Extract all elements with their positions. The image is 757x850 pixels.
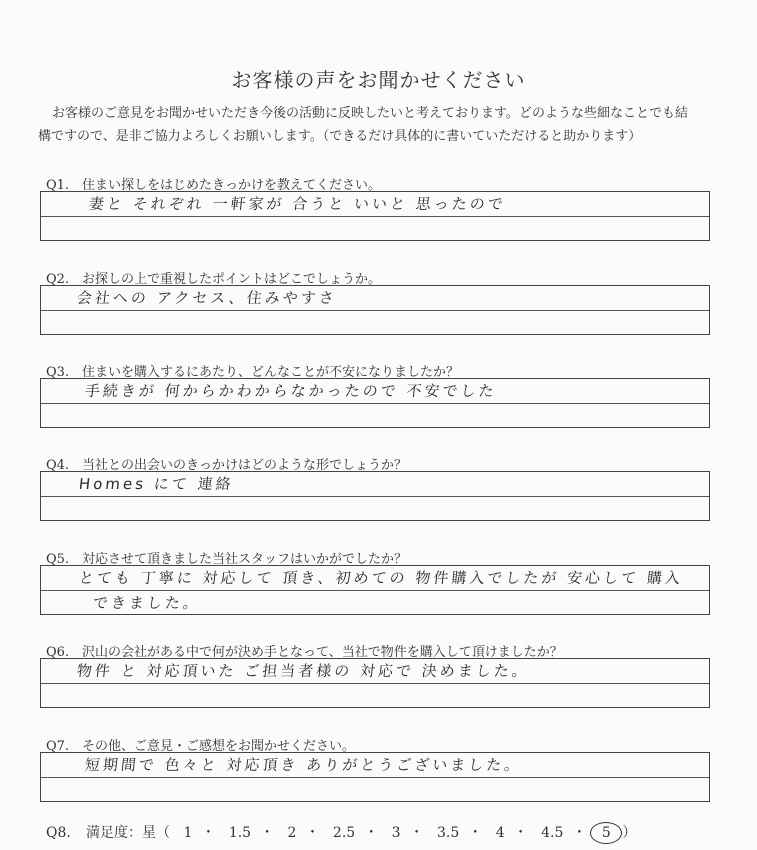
handwritten-answer: 会社への アクセス、住みやすさ	[76, 289, 338, 307]
rating-option[interactable]: 1.5	[228, 825, 252, 841]
question-text: その他、ご意見・ご感想をお聞かせください。	[82, 739, 356, 754]
question-number: Q1.	[46, 178, 70, 193]
question-text: 住まい探しをはじめたきっかけを教えてください。	[82, 178, 382, 193]
question-number: Q3.	[46, 365, 70, 380]
handwritten-answer: 妻と それぞれ 一軒家が 合うと いいと 思ったので	[88, 195, 507, 213]
question-number: Q7.	[46, 739, 70, 754]
handwritten-answer: 短期間で 色々と 対応頂き ありがとうございました。	[84, 756, 524, 774]
rating-option[interactable]: 2	[287, 825, 297, 841]
rating-close: ）	[622, 825, 637, 841]
answer-box-2[interactable]	[40, 285, 710, 335]
answer-box-3[interactable]	[40, 378, 710, 428]
answer-divider	[41, 310, 709, 311]
answer-box-4[interactable]	[40, 471, 710, 521]
answer-divider	[41, 403, 709, 404]
selected-rating-circle[interactable]: 5	[590, 822, 622, 844]
rating-option[interactable]: 2.5	[332, 825, 356, 841]
question-number: Q2.	[46, 272, 70, 287]
rating-option[interactable]: 4.5	[541, 825, 564, 841]
intro-line-2: 構ですので、是非ご協力よろしくお願いします。（できるだけ具体的に書いていただけると助かります）	[38, 129, 642, 144]
rating-option[interactable]: 3.5	[437, 825, 460, 841]
question-text: お探しの上で重視したポイントはどこでしょうか。	[82, 272, 382, 287]
intro-line-1: お客様のご意見をお聞かせいただき今後の活動に反映したいと考えております。どのような些細なことでも結	[52, 106, 688, 121]
answer-divider	[41, 496, 709, 497]
handwritten-answer: とても 丁寧に 対応して 頂き、初めての 物件購入でしたが 安心して 購入	[78, 569, 684, 587]
question-number: Q5.	[46, 552, 70, 567]
answer-box-6[interactable]	[40, 658, 710, 708]
survey-title: お客様の声をお聞かせください	[231, 68, 526, 92]
intro-text	[38, 102, 728, 148]
answer-divider	[41, 777, 709, 778]
rating-option[interactable]: 3	[391, 825, 401, 841]
answer-divider	[41, 216, 709, 217]
question-number: Q4.	[46, 458, 70, 473]
question-number: Q8.	[46, 825, 71, 841]
answer-divider	[41, 590, 709, 591]
question-text: 沢山の会社がある中で何が決め手となって、当社で物件を購入して頂けましたか？	[82, 645, 563, 660]
satisfaction-rating: Q8. 満足度：星（ 1 ・ 1.5 ・ 2 ・ 2.5 ・ 3 ・ 3.5 ・ 4 ・ 4.5 ・ 5 ）	[46, 822, 636, 844]
question-text: 当社との出会いのきっかけはどのような形でしょうか？	[82, 458, 408, 473]
answer-box-7[interactable]	[40, 752, 710, 802]
question-text: 住まいを購入するにあたり、どんなことが不安になりましたか？	[82, 365, 460, 380]
rating-label: 満足度：星（	[86, 825, 170, 841]
rating-option[interactable]: 4	[495, 825, 505, 841]
question-text: 対応させて頂きました当社スタッフはいかがでしたか？	[82, 552, 408, 567]
handwritten-answer: 物件 と 対応頂いた ご担当者様の 対応で 決めました。	[76, 662, 531, 680]
handwritten-answer: Homes にて 連絡	[78, 475, 235, 493]
rating-option[interactable]: 1	[183, 825, 193, 841]
answer-box-1[interactable]	[40, 191, 710, 241]
handwritten-answer: 手続きが 何からかわからなかったので 不安でした	[84, 382, 498, 400]
question-number: Q6.	[46, 645, 70, 660]
handwritten-answer-line-2: できました。	[92, 594, 202, 612]
answer-box-5[interactable]	[40, 565, 710, 615]
answer-divider	[41, 683, 709, 684]
